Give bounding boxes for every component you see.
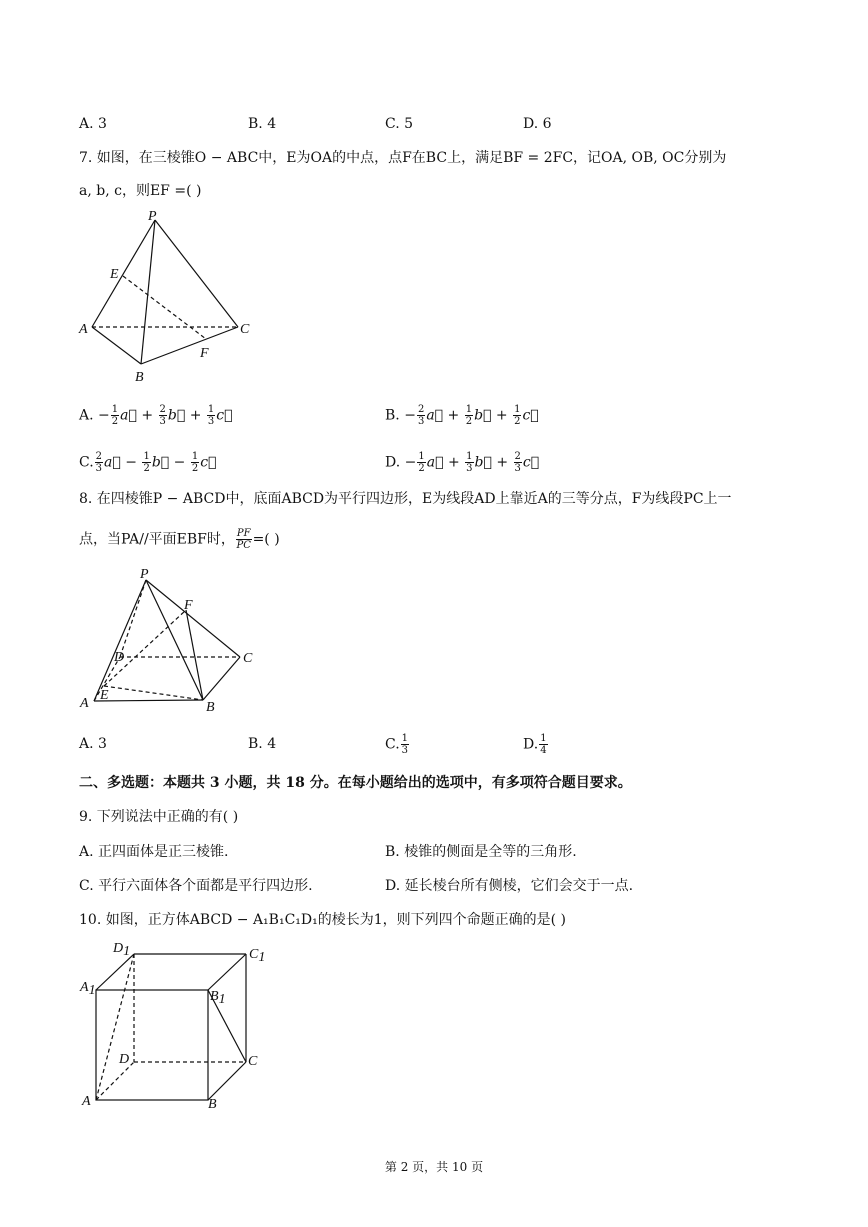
q6-option-a: A. 3: [79, 116, 107, 132]
q10-label-a1: A1: [80, 980, 96, 998]
q6-option-b: B. 4: [248, 116, 277, 132]
q8-label-f: F: [184, 598, 193, 613]
q8-label-c: C: [243, 651, 253, 666]
q10-label-b: B: [208, 1097, 217, 1112]
q7-option-b: B. − $\frac{2}{3}$ a⃗ + $\frac{1}{2}$ b⃗ + $\frac{1}{2}$ c⃗: [385, 404, 539, 427]
q8-stem-line2: 点，当PA//平面EBF时， $\frac{PF}{PC}$ =( ): [79, 528, 280, 551]
q8-option-b: B. 4: [248, 736, 277, 752]
q9-option-a: A. 正四面体是正三棱锥.: [79, 844, 229, 860]
q8-option-c: C. $\frac{1}{3}$: [385, 733, 409, 756]
q8-label-e: E: [100, 688, 109, 703]
q7-label-b: B: [135, 370, 144, 385]
q8-label-a: A: [80, 696, 89, 711]
q6-option-d: D. 6: [523, 116, 552, 132]
q8-label-d: D: [114, 650, 125, 665]
q8-label-p: P: [140, 567, 149, 582]
q10-label-d1: D1: [113, 941, 131, 959]
q7-option-a: A. − $\frac{1}{2}$ a⃗ + $\frac{2}{3}$ b⃗ + $\frac{1}{3}$ c⃗: [79, 404, 233, 427]
q7-option-c: C. $\frac{2}{3}$ a⃗ − $\frac{1}{2}$ b⃗ − $\frac{1}{2}$ c⃗: [79, 451, 217, 474]
q7-label-p: P: [148, 209, 157, 224]
q8-option-d: D. $\frac{1}{4}$: [523, 733, 547, 756]
q7-label-a: A: [79, 322, 88, 337]
q8-option-a: A. 3: [79, 736, 107, 752]
q7-tetrahedron-figure: [78, 208, 278, 388]
q6-option-c: C. 5: [385, 116, 414, 132]
section-heading: 二、多选题：本题共 3 小题，共 18 分。在每小题给出的选项中，有多项符合题目要求。: [79, 775, 632, 791]
q7-label-c: C: [240, 322, 250, 337]
q9-option-b: B. 棱锥的侧面是全等的三角形.: [385, 844, 577, 860]
q9-stem: 9. 下列说法中正确的有( ): [79, 809, 239, 825]
q10-label-a: A: [82, 1094, 91, 1109]
q7-stem-line2: a, b, c，则EF =( ): [79, 183, 202, 199]
q10-label-c: C: [248, 1054, 258, 1069]
q9-option-c: C. 平行六面体各个面都是平行四边形.: [79, 878, 313, 894]
q7-option-d: D. − $\frac{1}{2}$ a⃗ + $\frac{1}{3}$ b⃗ + $\frac{2}{3}$ c⃗: [385, 451, 540, 474]
q10-label-b1: B1: [210, 989, 226, 1007]
q7-stem-line1: 7. 如图，在三棱锥O − ABC中，E为OA的中点，点F在BC上，满足BF = 2FC，记OA, OB, OC分别为: [79, 150, 727, 166]
q7-label-f: F: [200, 346, 209, 361]
q7-label-e: E: [110, 267, 119, 282]
q10-stem: 10. 如图，正方体ABCD − A₁B₁C₁D₁的棱长为1，则下列四个命题正确的是( ): [79, 912, 567, 928]
q10-label-c1: C1: [249, 947, 266, 965]
q8-pyramid-figure: [78, 562, 278, 722]
q10-label-d: D: [119, 1052, 130, 1067]
q8-stem-line1: 8. 在四棱锥P − ABCD中，底面ABCD为平行四边形，E为线段AD上靠近A的三等分点，F为线段PC上一: [79, 491, 732, 507]
page-footer: 第 2 页，共 10 页: [384, 1160, 484, 1174]
q10-cube-figure: [78, 938, 278, 1118]
q9-option-d: D. 延长棱台所有侧棱，它们会交于一点.: [385, 878, 634, 894]
q8-label-b: B: [206, 700, 215, 715]
